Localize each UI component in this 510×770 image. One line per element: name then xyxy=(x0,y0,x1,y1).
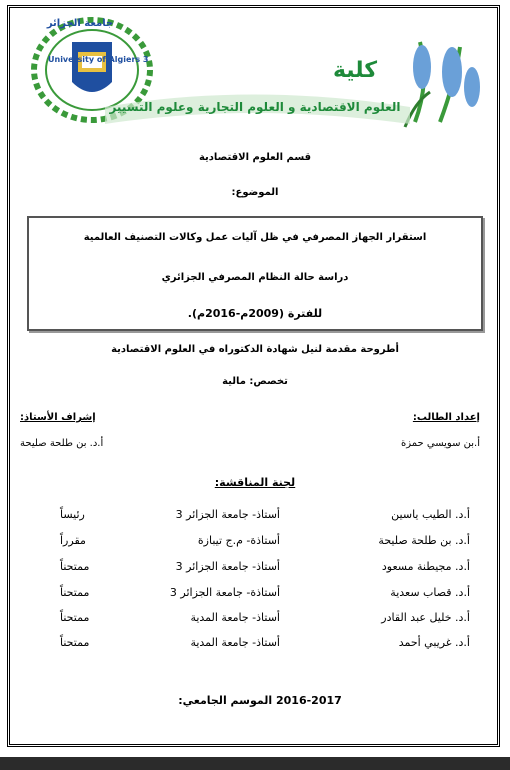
academic-year-label: الموسم الجامعي: xyxy=(178,694,273,707)
committee-row xyxy=(40,560,470,580)
committee-row xyxy=(40,508,470,528)
wheat-corn-icon xyxy=(405,42,480,127)
member-position: أستاذ- جامعة الجزائر 3 xyxy=(175,560,280,573)
member-role: ممتحناً xyxy=(60,586,90,599)
member-name: أ.د. مجيطنة مسعود xyxy=(381,560,470,573)
specialization: تخصص: مالية xyxy=(222,376,288,387)
committee-row xyxy=(40,534,470,554)
college-title: كلية xyxy=(332,58,378,83)
member-name: أ.د. الطيب ياسين xyxy=(391,508,470,521)
member-name: أ.د. بن طلحة صليحة xyxy=(378,534,470,547)
committee-label: لجنة المناقشة: xyxy=(214,476,296,489)
member-role: ممتحناً xyxy=(60,560,90,573)
member-name: أ.د. قصاب سعدية xyxy=(390,586,470,599)
member-position: أستاذة- م.ج تيبازة xyxy=(197,534,280,547)
academic-year-value: 2016-2017 xyxy=(276,694,342,707)
member-position: أستاذ- جامعة المدية xyxy=(190,611,280,624)
member-position: أستاذ- جامعة الجزائر 3 xyxy=(175,508,280,521)
member-name: أ.د. غريبي أحمد xyxy=(398,636,470,649)
member-role: ممتحناً xyxy=(60,611,90,624)
committee-row xyxy=(40,636,470,656)
header-banner xyxy=(20,12,490,142)
member-role: ممتحناً xyxy=(60,636,90,649)
member-position: أستاذ- جامعة المدية xyxy=(190,636,280,649)
university-crest-icon xyxy=(72,42,112,92)
thesis-title-line3: للفترة (2009م-2016م). xyxy=(187,307,323,320)
thesis-title-line2: دراسة حالة النظام المصرفي الجزائري xyxy=(161,272,349,283)
department-name: قسم العلوم الاقتصادية xyxy=(198,152,312,163)
topic-label: الموضوع: xyxy=(231,187,279,198)
college-name: العلوم الاقتصادية و العلوم التجارية وعلوم التسيير xyxy=(109,100,401,114)
logo-text-arabic: جامعة الجزائر xyxy=(46,18,114,29)
logo-text-english: University of Algiers 3 xyxy=(48,55,149,64)
thesis-purpose: أطروحة مقدمة لنيل شهادة الدكتوراه في العلوم الاقتصادية xyxy=(111,344,399,355)
member-role: مقرراً xyxy=(60,534,86,547)
supervisor-name: أ.د. بن طلحة صليحة xyxy=(20,438,104,449)
committee-row xyxy=(40,586,470,606)
prepared-by-label: إعداد الطالب: xyxy=(412,412,480,423)
member-name: أ.د. خليل عبد القادر xyxy=(381,611,470,624)
member-role: رئيساً xyxy=(60,508,85,521)
committee-row xyxy=(40,611,470,631)
supervisor-label: إشراف الأستاذ: xyxy=(20,412,96,423)
thesis-title-line1: استقرار الجهاز المصرفي في ظل آليات عمل وكالات التصنيف العالمية xyxy=(83,232,427,243)
bottom-bar xyxy=(0,757,510,770)
academic-year xyxy=(160,694,360,707)
prepared-by-name: أ.بن سويسي حمزة xyxy=(400,438,480,449)
member-position: أستاذة- جامعة الجزائر 3 xyxy=(169,586,280,599)
